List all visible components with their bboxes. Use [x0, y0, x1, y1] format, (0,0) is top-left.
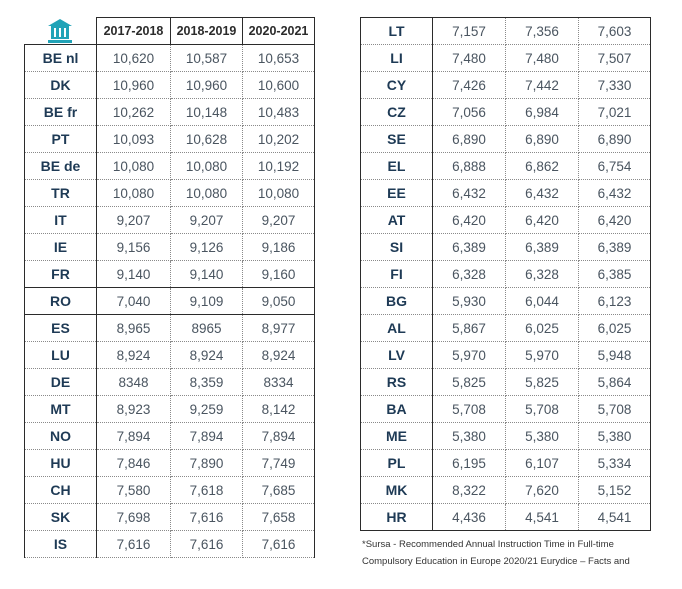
table-row [361, 234, 651, 261]
hours-value: 5,825 [433, 369, 506, 396]
hours-value: 8,142 [243, 396, 315, 423]
header-2017-2018: 2017-2018 [97, 18, 171, 45]
hours-value: 9,186 [243, 234, 315, 261]
hours-value: 7,021 [579, 99, 651, 126]
hours-value: 7,616 [171, 531, 243, 558]
hours-value: 7,658 [243, 504, 315, 531]
hours-value: 10,653 [243, 45, 315, 72]
hours-value: 10,628 [171, 126, 243, 153]
hours-value: 7,442 [506, 72, 579, 99]
hours-value: 9,160 [243, 261, 315, 288]
country-code: BA [361, 396, 433, 423]
hours-value: 8,923 [97, 396, 171, 423]
country-code: IE [25, 234, 97, 261]
country-code: EL [361, 153, 433, 180]
hours-value: 10,262 [97, 99, 171, 126]
country-code: PL [361, 450, 433, 477]
hours-value: 4,541 [579, 504, 651, 531]
hours-value: 6,328 [433, 261, 506, 288]
hours-value: 10,080 [243, 180, 315, 207]
header-2020-2021: 2020-2021 [243, 18, 315, 45]
country-code: MK [361, 477, 433, 504]
hours-value: 7,698 [97, 504, 171, 531]
hours-value: 6,025 [579, 315, 651, 342]
hours-value: 7,056 [433, 99, 506, 126]
hours-value: 7,890 [171, 450, 243, 477]
hours-value: 8,965 [97, 315, 171, 342]
hours-value: 10,960 [171, 72, 243, 99]
hours-value: 5,708 [506, 396, 579, 423]
hours-value: 7,040 [97, 288, 171, 315]
hours-value: 10,093 [97, 126, 171, 153]
country-code: CZ [361, 99, 433, 126]
table-row [25, 288, 315, 315]
hours-value: 6,888 [433, 153, 506, 180]
table-row [25, 531, 315, 558]
hours-value: 6,123 [579, 288, 651, 315]
hours-value: 6,432 [579, 180, 651, 207]
table-row [361, 477, 651, 504]
hours-value: 6,025 [506, 315, 579, 342]
hours-value: 6,420 [433, 207, 506, 234]
hours-value: 7,157 [433, 18, 506, 45]
country-code: CY [361, 72, 433, 99]
hours-value: 6,890 [579, 126, 651, 153]
table-row [361, 342, 651, 369]
hours-value: 10,080 [171, 153, 243, 180]
hours-value: 5,970 [506, 342, 579, 369]
hours-value: 8,924 [171, 342, 243, 369]
country-code: BE fr [25, 99, 97, 126]
table-row [361, 261, 651, 288]
country-code: MT [25, 396, 97, 423]
hours-value: 10,202 [243, 126, 315, 153]
hours-value: 5,708 [433, 396, 506, 423]
country-code: HU [25, 450, 97, 477]
hours-value: 5,334 [579, 450, 651, 477]
hours-value: 6,389 [579, 234, 651, 261]
hours-value: 5,825 [506, 369, 579, 396]
hours-value: 9,207 [171, 207, 243, 234]
instruction-time-table-left [24, 17, 315, 558]
hours-value: 8,977 [243, 315, 315, 342]
hours-value: 6,195 [433, 450, 506, 477]
country-code: FI [361, 261, 433, 288]
country-code: HR [361, 504, 433, 531]
table-row [361, 396, 651, 423]
country-code: DK [25, 72, 97, 99]
table-row [361, 45, 651, 72]
hours-value: 8,924 [97, 342, 171, 369]
country-code: SE [361, 126, 433, 153]
hours-value: 5,152 [579, 477, 651, 504]
hours-value: 4,436 [433, 504, 506, 531]
country-code: LT [361, 18, 433, 45]
school-building-icon [46, 19, 74, 43]
hours-value: 9,140 [171, 261, 243, 288]
hours-value: 7,330 [579, 72, 651, 99]
hours-value: 4,541 [506, 504, 579, 531]
hours-value: 7,480 [433, 45, 506, 72]
table-row [25, 126, 315, 153]
hours-value: 5,380 [433, 423, 506, 450]
hours-value: 9,156 [97, 234, 171, 261]
country-code: FR [25, 261, 97, 288]
hours-value: 9,207 [243, 207, 315, 234]
country-code: LU [25, 342, 97, 369]
table-row [25, 234, 315, 261]
country-code: ES [25, 315, 97, 342]
hours-value: 6,862 [506, 153, 579, 180]
hours-value: 6,984 [506, 99, 579, 126]
table-row [25, 180, 315, 207]
hours-value: 6,389 [433, 234, 506, 261]
table-row [361, 180, 651, 207]
country-code: SK [25, 504, 97, 531]
source-note-line-2: Compulsory Education in Europe 2020/21 Eurydice – Facts and [362, 556, 630, 567]
country-code: SI [361, 234, 433, 261]
table-row [25, 342, 315, 369]
country-code: IT [25, 207, 97, 234]
country-code: EE [361, 180, 433, 207]
hours-value: 9,259 [171, 396, 243, 423]
hours-value: 6,044 [506, 288, 579, 315]
table-row [25, 396, 315, 423]
hours-value: 6,385 [579, 261, 651, 288]
hours-value: 10,483 [243, 99, 315, 126]
hours-value: 10,620 [97, 45, 171, 72]
hours-value: 7,685 [243, 477, 315, 504]
hours-value: 5,930 [433, 288, 506, 315]
hours-value: 7,616 [97, 531, 171, 558]
source-note-line-1: *Sursa - Recommended Annual Instruction Time in Full-time [362, 539, 614, 550]
country-code: RS [361, 369, 433, 396]
hours-value: 9,140 [97, 261, 171, 288]
table-row [25, 450, 315, 477]
hours-value: 7,618 [171, 477, 243, 504]
table-row [361, 369, 651, 396]
table-row [361, 153, 651, 180]
hours-value: 5,864 [579, 369, 651, 396]
hours-value: 6,890 [506, 126, 579, 153]
country-code: DE [25, 369, 97, 396]
table-row [361, 126, 651, 153]
hours-value: 10,080 [97, 153, 171, 180]
hours-value: 7,894 [171, 423, 243, 450]
hours-value: 5,708 [579, 396, 651, 423]
hours-value: 7,894 [243, 423, 315, 450]
table-row [25, 153, 315, 180]
hours-value: 7,894 [97, 423, 171, 450]
table-row [361, 18, 651, 45]
table-row [25, 504, 315, 531]
table-row [25, 207, 315, 234]
hours-value: 7,480 [506, 45, 579, 72]
hours-value: 10,080 [171, 180, 243, 207]
country-code: TR [25, 180, 97, 207]
hours-value: 10,080 [97, 180, 171, 207]
country-code: ME [361, 423, 433, 450]
logo-cell [25, 18, 97, 45]
instruction-time-table-right [360, 17, 651, 531]
table-row [25, 72, 315, 99]
hours-value: 7,426 [433, 72, 506, 99]
hours-value: 10,148 [171, 99, 243, 126]
hours-value: 6,754 [579, 153, 651, 180]
hours-value: 5,970 [433, 342, 506, 369]
hours-value: 10,192 [243, 153, 315, 180]
hours-value: 9,126 [171, 234, 243, 261]
hours-value: 6,328 [506, 261, 579, 288]
hours-value: 8,924 [243, 342, 315, 369]
hours-value: 9,207 [97, 207, 171, 234]
table-row [25, 45, 315, 72]
hours-value: 5,948 [579, 342, 651, 369]
table-row [361, 99, 651, 126]
table-row [361, 423, 651, 450]
hours-value: 7,616 [171, 504, 243, 531]
table-row [25, 423, 315, 450]
hours-value: 8334 [243, 369, 315, 396]
country-code: BE nl [25, 45, 97, 72]
country-code: NO [25, 423, 97, 450]
table-row [25, 477, 315, 504]
hours-value: 10,600 [243, 72, 315, 99]
hours-value: 5,867 [433, 315, 506, 342]
hours-value: 6,389 [506, 234, 579, 261]
hours-value: 8,322 [433, 477, 506, 504]
country-code: AT [361, 207, 433, 234]
country-code: PT [25, 126, 97, 153]
table-row [25, 99, 315, 126]
hours-value: 7,507 [579, 45, 651, 72]
country-code: RO [25, 288, 97, 315]
hours-value: 7,620 [506, 477, 579, 504]
hours-value: 7,603 [579, 18, 651, 45]
hours-value: 6,432 [506, 180, 579, 207]
hours-value: 7,616 [243, 531, 315, 558]
country-code: BG [361, 288, 433, 315]
table-row [25, 315, 315, 342]
country-code: AL [361, 315, 433, 342]
hours-value: 6,107 [506, 450, 579, 477]
hours-value: 9,050 [243, 288, 315, 315]
hours-value: 8,359 [171, 369, 243, 396]
hours-value: 8348 [97, 369, 171, 396]
hours-value: 9,109 [171, 288, 243, 315]
hours-value: 6,890 [433, 126, 506, 153]
country-code: LV [361, 342, 433, 369]
hours-value: 7,356 [506, 18, 579, 45]
table-row [361, 72, 651, 99]
country-code: IS [25, 531, 97, 558]
hours-value: 7,749 [243, 450, 315, 477]
table-row [361, 288, 651, 315]
hours-value: 6,420 [506, 207, 579, 234]
hours-value: 6,432 [433, 180, 506, 207]
hours-value: 6,420 [579, 207, 651, 234]
table-row [25, 369, 315, 396]
hours-value: 8965 [171, 315, 243, 342]
hours-value: 10,587 [171, 45, 243, 72]
table-row [361, 450, 651, 477]
hours-value: 7,580 [97, 477, 171, 504]
country-code: CH [25, 477, 97, 504]
header-2018-2019: 2018-2019 [171, 18, 243, 45]
table-row [25, 261, 315, 288]
hours-value: 10,960 [97, 72, 171, 99]
country-code: LI [361, 45, 433, 72]
table-row [361, 504, 651, 531]
header-row [25, 18, 315, 45]
table-row [361, 315, 651, 342]
country-code: BE de [25, 153, 97, 180]
hours-value: 5,380 [506, 423, 579, 450]
hours-value: 5,380 [579, 423, 651, 450]
hours-value: 7,846 [97, 450, 171, 477]
table-row [361, 207, 651, 234]
